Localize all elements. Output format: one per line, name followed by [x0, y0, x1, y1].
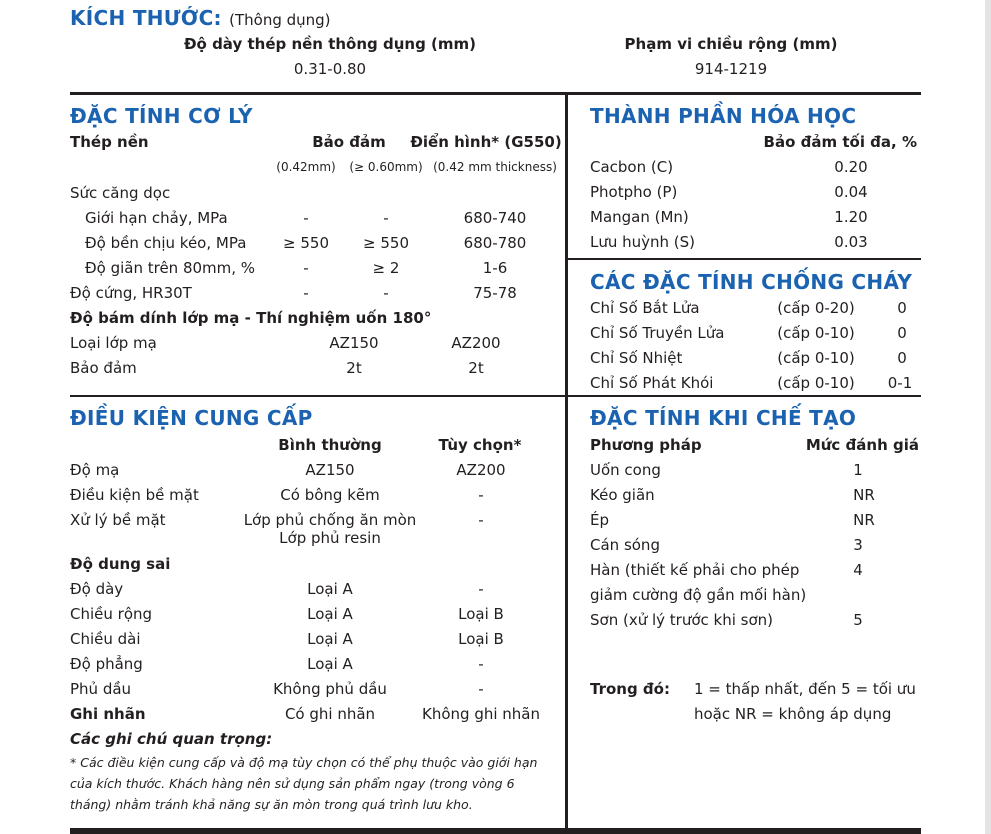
mech-header-typical: Điển hình* (G550)	[410, 133, 562, 151]
coating-az200: AZ200	[451, 334, 501, 352]
supply-row-option: Loại B	[458, 630, 504, 648]
fab-row-label: Ép	[590, 511, 609, 529]
fire-row-value: 0	[897, 324, 907, 342]
mech-row-label: Giới hạn chảy, MPa	[85, 209, 228, 227]
mech-row-v3: 680-780	[463, 234, 527, 252]
fab-title: ĐẶC TÍNH KHI CHẾ TẠO	[590, 406, 857, 430]
supply-row-option: -	[478, 680, 484, 698]
fire-row-value: 0-1	[887, 374, 913, 392]
chem-row-label: Mangan (Mn)	[590, 208, 689, 226]
marking-option: Không ghi nhãn	[422, 705, 540, 723]
size-title: KÍCH THƯỚC: (Thông dụng)	[70, 6, 331, 30]
fab-row-value: 1	[853, 461, 863, 479]
mech-row-v1: -	[303, 284, 309, 302]
fab-row-value: NR	[853, 511, 875, 529]
chem-header: Bảo đảm tối đa, %	[763, 133, 917, 151]
mech-header-base: Thép nền	[70, 133, 149, 151]
supply-row-normal: Loại A	[307, 605, 353, 623]
chem-row-value: 0.03	[834, 233, 868, 251]
fire-row-label: Chỉ Số Bắt Lửa	[590, 299, 700, 317]
mech-row-v3: 75-78	[473, 284, 517, 302]
fab-weld-value: 4	[853, 561, 863, 579]
fab-weld-line-1: Hàn (thiết kế phải cho phép	[590, 561, 800, 579]
fire-row-range: (cấp 0-10)	[777, 324, 855, 342]
guarantee-label: Bảo đảm	[70, 359, 137, 377]
supply-row-label: Điều kiện bề mặt	[70, 486, 199, 504]
fab-row-value: 3	[853, 536, 863, 554]
supply-row-option: AZ200	[456, 461, 506, 479]
fab-row-label: Cán sóng	[590, 536, 660, 554]
fab-paint-value: 5	[853, 611, 863, 629]
mech-row-v2: -	[383, 284, 389, 302]
tolerance-title: Độ dung sai	[70, 555, 171, 573]
fire-row-value: 0	[897, 349, 907, 367]
chem-row-label: Lưu huỳnh (S)	[590, 233, 696, 251]
divider-chem-fire	[568, 258, 921, 260]
fire-row-range: (cấp 0-10)	[777, 374, 855, 392]
notes-text: * Các điều kiện cung cấp và độ mạ tùy chọn có thể phụ thuộc vào giới hạn của kích thước. Khách hàng nên sử dụng sản phẩm ngay (trong vòng 6 tháng) nhằm tránh khả năng sự ăn mòn trong quá trình lưu kho.	[70, 755, 538, 812]
supply-treatment-1: Lớp phủ chống ăn mòn	[243, 511, 417, 529]
supply-row-normal: AZ150	[305, 461, 355, 479]
guarantee-1: 2t	[346, 359, 362, 377]
supply-row-label: Chiều rộng	[70, 605, 153, 623]
mech-row-v1: -	[303, 259, 309, 277]
supply-row-normal: Có bông kẽm	[280, 486, 380, 504]
mech-row-v1: ≥ 550	[283, 234, 329, 252]
supply-row-normal: Loại A	[307, 655, 353, 673]
fab-paint-label: Sơn (xử lý trước khi sơn)	[590, 611, 774, 629]
fire-row-range: (cấp 0-10)	[777, 349, 855, 367]
width-label: Phạm vi chiều rộng (mm)	[624, 35, 838, 53]
chem-title: THÀNH PHẦN HÓA HỌC	[590, 104, 857, 128]
notes-title: Các ghi chú quan trọng:	[70, 730, 273, 748]
fire-title: CÁC ĐẶC TÍNH CHỐNG CHÁY	[590, 270, 913, 294]
mech-sub-1: (0.42mm)	[276, 160, 336, 174]
coating-label: Loại lớp mạ	[70, 334, 157, 352]
adhesion-title: Độ bám dính lớp mạ - Thí nghiệm uốn 180°	[70, 309, 432, 327]
mech-sub-2: (≥ 0.60mm)	[349, 160, 423, 174]
mech-sub-3: (0.42 mm thickness)	[433, 160, 557, 174]
divider-top	[70, 92, 921, 95]
supply-row-normal: Loại A	[307, 580, 353, 598]
supply-row-label: Chiều dài	[70, 630, 141, 648]
mech-title: ĐẶC TÍNH CƠ LÝ	[70, 104, 253, 128]
supply-row-normal: Loại A	[307, 630, 353, 648]
mech-row-label: Độ giãn trên 80mm, %	[85, 259, 256, 277]
supply-header-option: Tùy chọn*	[438, 436, 522, 454]
chem-row-value: 1.20	[834, 208, 868, 226]
supply-row-option: Loại B	[458, 605, 504, 623]
mech-tensile-label: Sức căng dọc	[70, 184, 171, 202]
divider-middle	[70, 395, 921, 397]
supply-row-option: -	[478, 655, 484, 673]
fire-row-label: Chỉ Số Nhiệt	[590, 349, 683, 367]
mech-row-v2: -	[383, 209, 389, 227]
mech-row-v1: -	[303, 209, 309, 227]
divider-vertical	[565, 92, 568, 834]
supply-row-label: Độ mạ	[70, 461, 120, 479]
chem-row-label: Cacbon (C)	[590, 158, 674, 176]
fire-row-value: 0	[897, 299, 907, 317]
fire-row-range: (cấp 0-20)	[777, 299, 855, 317]
fab-header-method: Phương pháp	[590, 436, 702, 454]
supply-row-option: -	[478, 580, 484, 598]
mech-row-label: Độ cứng, HR30T	[70, 284, 192, 302]
thickness-label: Độ dày thép nền thông dụng (mm)	[183, 35, 477, 53]
guarantee-2: 2t	[468, 359, 484, 377]
thickness-value: 0.31-0.80	[293, 60, 367, 78]
page-edge	[985, 0, 991, 834]
supply-row-option: -	[478, 511, 484, 529]
supply-row-label: Xử lý bề mặt	[70, 511, 166, 529]
supply-row-label: Độ dày	[70, 580, 124, 598]
supply-treatment-2: Lớp phủ resin	[279, 529, 381, 547]
supply-row-label: Độ phẳng	[70, 655, 143, 673]
fab-weld-line-2: giảm cường độ gần mối hàn)	[590, 586, 807, 604]
marking-label: Ghi nhãn	[70, 705, 146, 723]
fab-row-value: NR	[853, 486, 875, 504]
supply-title: ĐIỀU KIỆN CUNG CẤP	[70, 406, 313, 430]
mech-row-label: Độ bền chịu kéo, MPa	[85, 234, 247, 252]
fab-header-rating: Mức đánh giá	[805, 436, 919, 454]
legend-line-1: 1 = thấp nhất, đến 5 = tối ưu	[694, 680, 916, 698]
fab-row-label: Uốn cong	[590, 461, 661, 479]
marking-normal: Có ghi nhãn	[284, 705, 376, 723]
supply-row-normal: Không phủ dầu	[273, 680, 387, 698]
fire-row-label: Chỉ Số Phát Khói	[590, 374, 714, 392]
mech-row-v2: ≥ 550	[363, 234, 409, 252]
fire-row-label: Chỉ Số Truyền Lửa	[590, 324, 725, 342]
coating-az150: AZ150	[329, 334, 379, 352]
supply-header-normal: Bình thường	[278, 436, 382, 454]
supply-row-label: Phủ dầu	[70, 680, 132, 698]
divider-bottom	[70, 828, 921, 834]
supply-row-option: -	[478, 486, 484, 504]
mech-row-v2: ≥ 2	[372, 259, 400, 277]
chem-row-value: 0.04	[834, 183, 868, 201]
mech-header-guarantee: Bảo đảm	[312, 133, 386, 151]
mech-row-v3: 680-740	[463, 209, 527, 227]
mech-row-v3: 1-6	[482, 259, 508, 277]
width-value: 914-1219	[694, 60, 768, 78]
legend-label: Trong đó:	[590, 680, 670, 698]
fab-row-label: Kéo giãn	[590, 486, 655, 504]
chem-row-label: Photpho (P)	[590, 183, 678, 201]
chem-row-value: 0.20	[834, 158, 868, 176]
legend-line-2: hoặc NR = không áp dụng	[694, 705, 892, 723]
